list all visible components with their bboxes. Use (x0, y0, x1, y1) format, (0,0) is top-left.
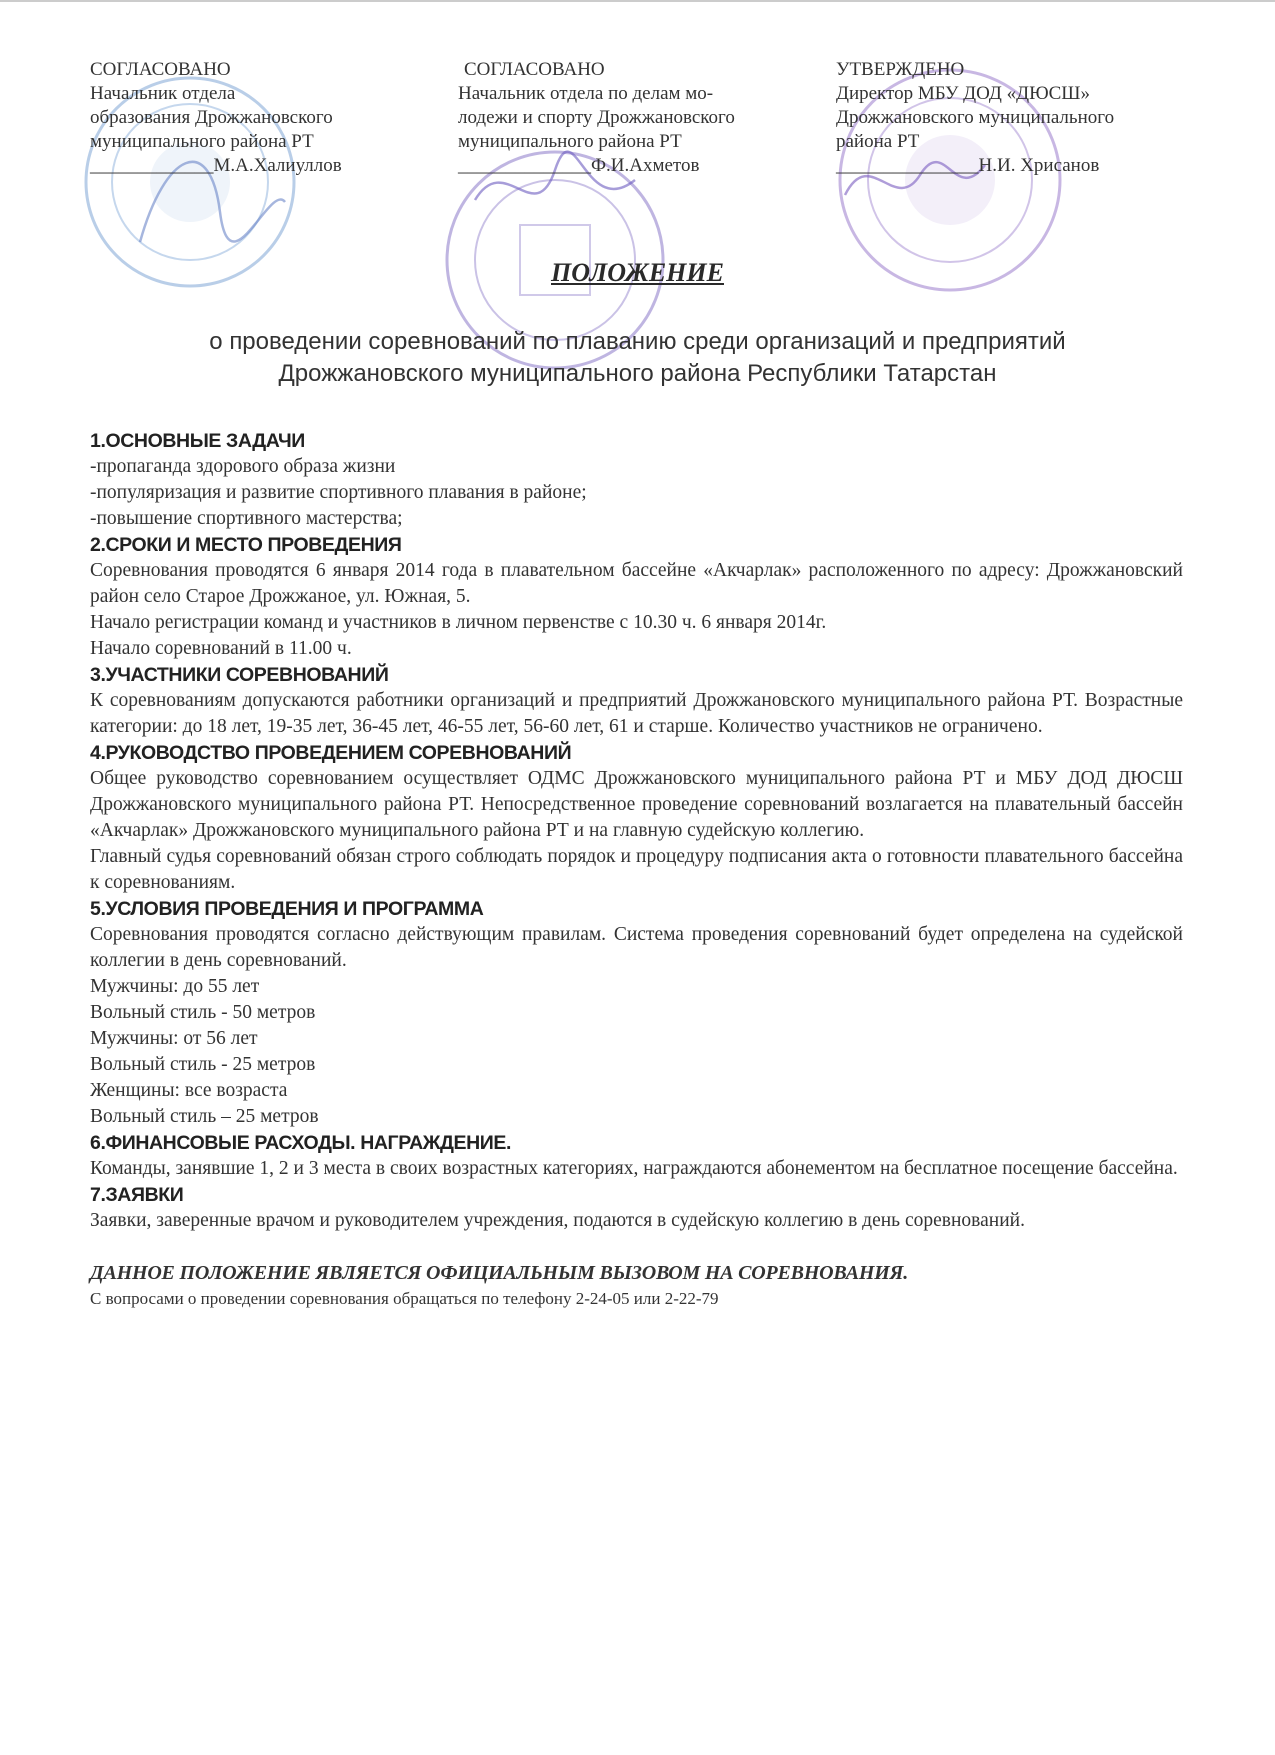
approval-line: муниципального района РТ (90, 131, 314, 152)
approval-line: Директор МБУ ДОД «ДЮСШ» (836, 83, 1090, 104)
section-heading: 6.ФИНАНСОВЫЕ РАСХОДЫ. НАГРАЖДЕНИЕ. (90, 1132, 512, 1154)
approval-block-education (90, 58, 342, 178)
contact-phones: С вопросами о проведении соревнования обращаться по телефону 2-24-05 или 2-22-79 (90, 1289, 719, 1308)
section-paragraph: Главный судья соревнований обязан строго соблюдать порядок и процедуру подписания акта о готовности плавательного бассейна к соревнованиям. (90, 846, 1183, 893)
approval-signature: ______________Ф.И.Ахметов (458, 155, 700, 176)
section-heading: 1.ОСНОВНЫЕ ЗАДАЧИ (90, 430, 305, 452)
approval-blocks (90, 58, 1190, 198)
section-paragraph: Женщины: все возраста (90, 1080, 288, 1101)
approval-block-youth-sport (458, 58, 735, 178)
section-paragraph: Мужчины: до 55 лет (90, 976, 260, 997)
approval-heading: СОГЛАСОВАНО (464, 59, 605, 80)
approval-signature: _____________М.А.Халиуллов (90, 155, 342, 176)
approval-line: муниципального района РТ (458, 131, 682, 152)
document-subtitle (0, 326, 1275, 390)
section-paragraph: К соревнованиям допускаются работники организаций и предприятий Дрожжановского муниципального района РТ. Возрастные категории: до 18 лет, 19-35 лет, 36-45 лет, 46-55 лет, 56-60 лет, 61 и старше. Количество участников не ограничено. (90, 690, 1183, 737)
approval-signature: _______________Н.И. Хрисанов (836, 155, 1100, 176)
section-heading: 2.СРОКИ И МЕСТО ПРОВЕДЕНИЯ (90, 534, 402, 556)
section-heading: 5.УСЛОВИЯ ПРОВЕДЕНИЯ И ПРОГРАММА (90, 898, 484, 920)
section-heading: 4.РУКОВОДСТВО ПРОВЕДЕНИЕМ СОРЕВНОВАНИЙ (90, 742, 572, 764)
approval-line: лодежи и спорту Дрожжановского (458, 107, 735, 128)
official-call-notice: ДАННОЕ ПОЛОЖЕНИЕ ЯВЛЯЕТСЯ ОФИЦИАЛЬНЫМ ВЫЗОВОМ НА СОРЕВНОВАНИЯ. (90, 1262, 909, 1284)
section-paragraph: -популяризация и развитие спортивного плавания в районе; (90, 482, 587, 503)
section-paragraph: -повышение спортивного мастерства; (90, 508, 403, 529)
section-paragraph: -пропаганда здорового образа жизни (90, 456, 396, 477)
approval-line: Начальник отдела по делам мо- (458, 83, 714, 104)
approval-block-director (836, 58, 1114, 178)
section-paragraph: Мужчины: от 56 лет (90, 1028, 258, 1049)
section-paragraph: Соревнования проводятся согласно действующим правилам. Система проведения соревнований будет определена на судейской коллегии в день соревнований. (90, 924, 1183, 971)
scan-edge (0, 0, 1275, 2)
approval-line: Начальник отдела (90, 83, 236, 104)
approval-heading: СОГЛАСОВАНО (90, 59, 231, 80)
section-heading: 7.ЗАЯВКИ (90, 1184, 184, 1206)
section-paragraph: Вольный стиль - 25 метров (90, 1054, 316, 1075)
section-heading: 3.УЧАСТНИКИ СОРЕВНОВАНИЙ (90, 664, 389, 686)
section-paragraph: Вольный стиль – 25 метров (90, 1106, 319, 1127)
subtitle-line: о проведении соревнований по плаванию среди организаций и предприятий (209, 328, 1066, 355)
approval-heading: УТВЕРЖДЕНО (836, 59, 965, 80)
section-paragraph: Начало соревнований в 11.00 ч. (90, 638, 352, 659)
section-paragraph: Команды, занявшие 1, 2 и 3 места в своих возрастных категориях, награждаются абонементом на бесплатное посещение бассейна. (90, 1158, 1178, 1179)
section-paragraph: Заявки, заверенные врачом и руководителем учреждения, подаются в судейскую коллегию в день соревнований. (90, 1210, 1025, 1231)
approval-line: образования Дрожжановского (90, 107, 333, 128)
subtitle-line: Дрожжановского муниципального района Республики Татарстан (278, 360, 997, 387)
section-paragraph: Вольный стиль - 50 метров (90, 1002, 316, 1023)
section-paragraph: Общее руководство соревнованием осуществляет ОДМС Дрожжановского муниципального района РТ и МБУ ДОД ДЮСШ Дрожжановского муниципального района РТ. Непосредственное проведение соревнований возлагается на плавательный бассейн «Акчарлак» Дрожжановского муниципального района РТ и на главную судейскую коллегию. (90, 768, 1183, 841)
section-paragraph: Начало регистрации команд и участников в личном первенстве с 10.30 ч. 6 января 2014г. (90, 612, 827, 633)
approval-line: Дрожжановского муниципального (836, 107, 1115, 128)
document-body (90, 428, 1183, 1312)
document-title: ПОЛОЖЕНИЕ (551, 258, 724, 287)
approval-line: района РТ (836, 131, 920, 152)
section-paragraph: Соревнования проводятся 6 января 2014 года в плавательном бассейне «Акчарлак» расположенного по адресу: Дрожжановский район село Старое Дрожжаное, ул. Южная, 5. (90, 560, 1183, 607)
